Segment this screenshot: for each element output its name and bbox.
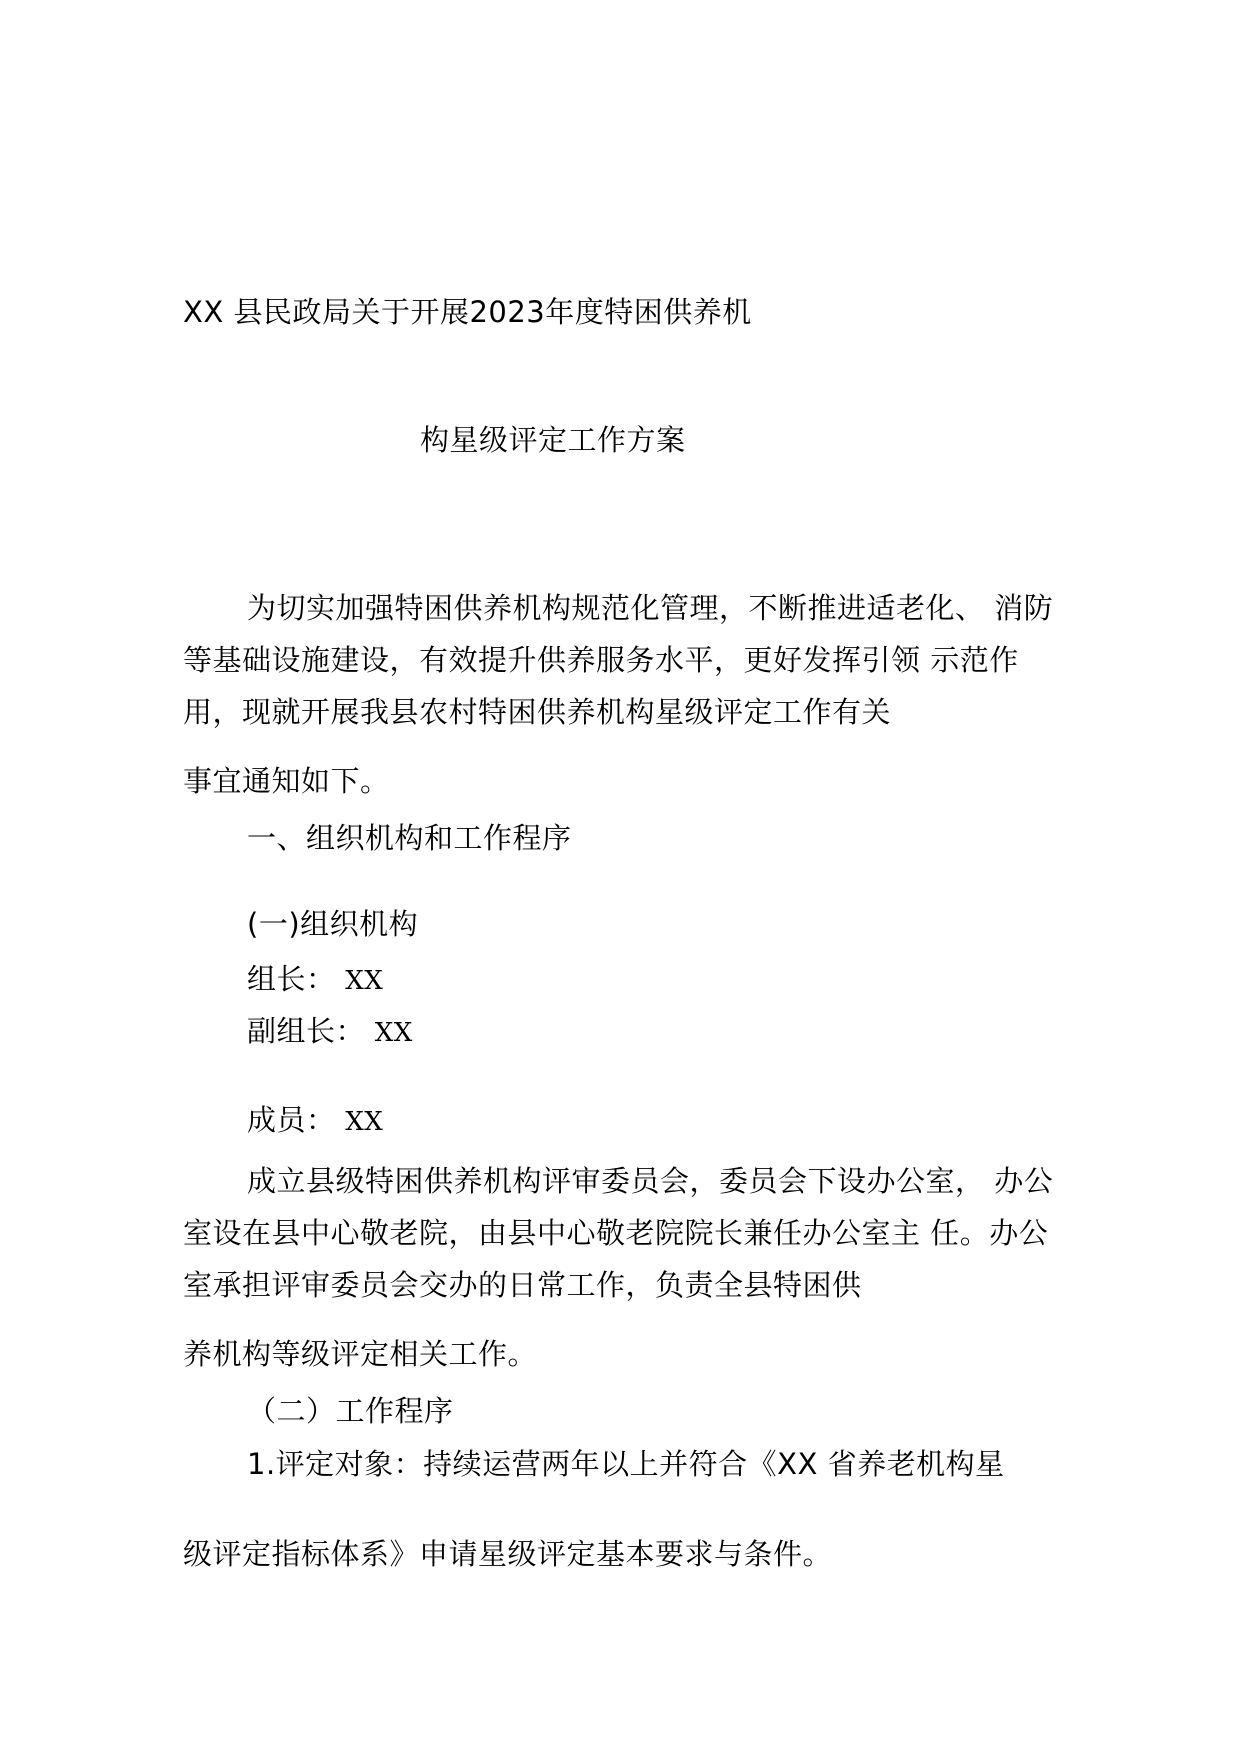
members-value: XX xyxy=(345,1107,384,1137)
committee-paragraph-line-1: 成立县级特困供养机构评审委员会，委员会下设办公室， 办公 xyxy=(247,1164,1054,1198)
committee-paragraph-line-3: 室承担评审委员会交办的日常工作，负责全县特困供 xyxy=(183,1268,862,1302)
intro-paragraph-line-2: 等基础设施建设，有效提升供养服务水平，更好发挥引领 示范作 xyxy=(183,643,1019,677)
leader-row xyxy=(247,961,383,999)
deputy-leader-row xyxy=(247,1013,413,1051)
committee-paragraph-line-2: 室设在县中心敬老院，由县中心敬老院院长兼任办公室主 任。办公 xyxy=(183,1216,1049,1250)
subsection-heading-organization: (一)组织机构 xyxy=(247,907,419,941)
leader-label: 组长： xyxy=(247,962,336,996)
leader-value: XX xyxy=(345,966,384,996)
members-label: 成员： xyxy=(247,1103,336,1137)
item-1-line-2: 级评定指标体系》申请星级评定基本要求与条件。 xyxy=(183,1537,833,1571)
deputy-leader-value: XX xyxy=(374,1018,413,1048)
section-heading-organization: 一、组织机构和工作程序 xyxy=(247,821,572,855)
intro-paragraph-line-4: 事宜通知如下。 xyxy=(183,764,390,798)
document-title-line-1: XX 县民政局关于开展2023年度特困供养机 xyxy=(183,295,752,329)
committee-paragraph-line-4: 养机构等级评定相关工作。 xyxy=(183,1337,538,1371)
members-row xyxy=(247,1102,383,1140)
item-1-line-1: 1.评定对象：持续运营两年以上并符合《XX 省养老机构星 xyxy=(247,1447,1005,1481)
intro-paragraph-line-3: 用，现就开展我县农村特困供养机构星级评定工作有关 xyxy=(183,695,892,729)
document-title-line-2: 构星级评定工作方案 xyxy=(420,423,686,457)
intro-paragraph-line-1: 为切实加强特困供养机构规范化管理，不断推进适老化、 消防 xyxy=(247,591,1054,625)
subsection-heading-procedure: （二）工作程序 xyxy=(247,1394,454,1428)
deputy-leader-label: 副组长： xyxy=(247,1014,366,1048)
